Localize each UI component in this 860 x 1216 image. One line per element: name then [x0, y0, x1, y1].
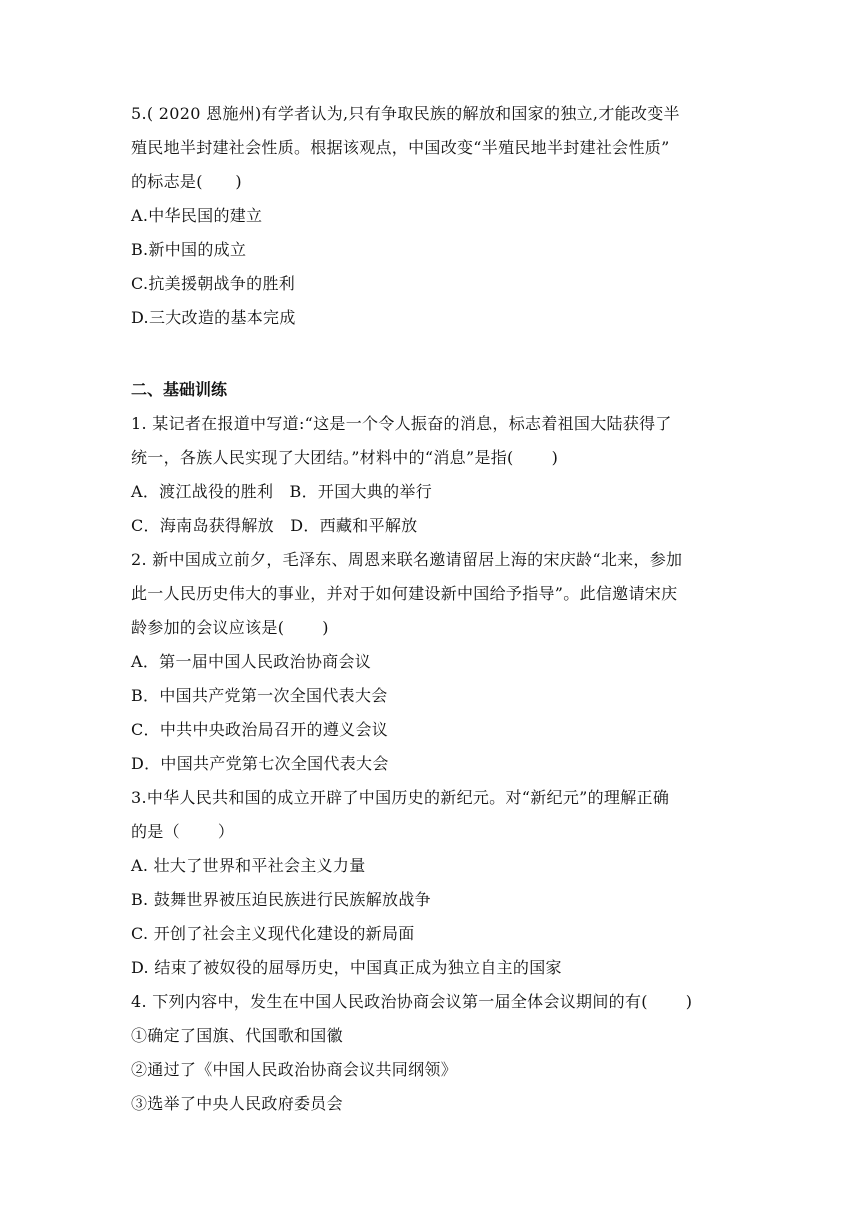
- option-d: D．中国共产党第七次全国代表大会: [131, 754, 389, 773]
- question-5-prev: [131, 97, 731, 335]
- section-spacer: [131, 335, 731, 373]
- question-stem-line: 3.中华人民共和国的成立开辟了中国历史的新纪元。对“新纪元”的理解正确: [131, 788, 670, 807]
- question-stem-line: 5.( 2020 恩施州)有学者认为,只有争取民族的解放和国家的独立,才能改变半: [131, 104, 680, 123]
- option-d: D. 结束了被奴役的屈辱历史，中国真正成为独立自主的国家: [131, 958, 562, 977]
- question-stem-line: 龄参加的会议应该是( ): [131, 618, 329, 637]
- option-b: B.新中国的成立: [131, 240, 247, 259]
- section-heading: 二、基础训练: [131, 380, 228, 399]
- option-1: ①确定了国旗、代国歌和国徽: [131, 1026, 343, 1045]
- option-a: A．第一届中国人民政治协商会议: [131, 652, 372, 671]
- question-stem-line: 殖民地半封建社会性质。根据该观点，中国改变“半殖民地半封建社会性质”: [131, 138, 670, 157]
- options-cd: C．海南岛获得解放 D．西藏和平解放: [131, 516, 418, 535]
- option-a: A. 壮大了世界和平社会主义力量: [131, 856, 366, 875]
- option-2: ②通过了《中国人民政治协商会议共同纲领》: [131, 1060, 458, 1079]
- option-b: B．中国共产党第一次全国代表大会: [131, 686, 388, 705]
- question-stem-line: 1. 某记者在报道中写道:“这是一个令人振奋的消息，标志着祖国大陆获得了: [131, 414, 672, 433]
- option-b: B. 鼓舞世界被压迫民族进行民族解放战争: [131, 890, 431, 909]
- question-stem-line: 此一人民历史伟大的事业，并对于如何建设新中国给予指导”。此信邀请宋庆: [131, 584, 678, 603]
- question-2: [131, 543, 731, 781]
- question-stem-line: 2. 新中国成立前夕，毛泽东、周恩来联名邀请留居上海的宋庆龄“北来，参加: [131, 550, 683, 569]
- option-3: ③选举了中央人民政府委员会: [131, 1094, 343, 1113]
- options-ab: A．渡江战役的胜利 B．开国大典的举行: [131, 482, 433, 501]
- option-c: C.抗美援朝战争的胜利: [131, 274, 296, 293]
- question-stem-line: 统一，各族人民实现了大团结。”材料中的“消息”是指( ): [131, 448, 559, 467]
- question-1: [131, 407, 731, 543]
- question-stem-line: 4. 下列内容中，发生在中国人民政治协商会议第一届全体会议期间的有( ): [131, 992, 693, 1011]
- option-a: A.中华民国的建立: [131, 206, 263, 225]
- option-c: C．中共中央政治局召开的遵义会议: [131, 720, 389, 739]
- question-3: [131, 781, 731, 985]
- option-c: C. 开创了社会主义现代化建设的新局面: [131, 924, 415, 943]
- question-stem-line: 的是（ ）: [131, 822, 235, 841]
- question-stem-line: 的标志是( ): [131, 172, 242, 191]
- question-4: [131, 985, 731, 1121]
- document-page: [131, 97, 731, 1121]
- option-d: D.三大改造的基本完成: [131, 308, 296, 327]
